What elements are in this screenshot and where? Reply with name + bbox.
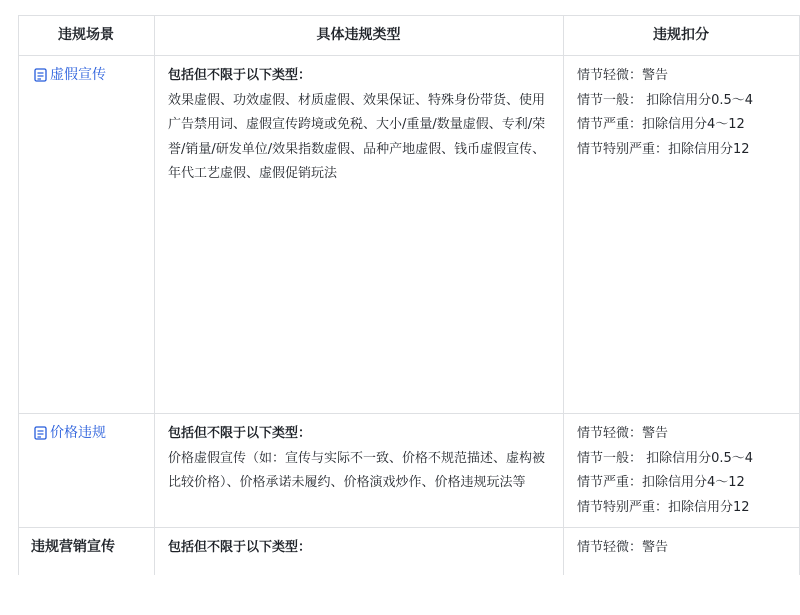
scene-label-marketing: 违规营销宣传 — [31, 539, 115, 555]
row-divider — [18, 413, 800, 414]
deduction-item: 情节轻微：警告 — [577, 426, 669, 441]
violation-types — [168, 64, 553, 187]
type-title: 包括但不限于以下类型： — [168, 540, 312, 555]
header-scene: 违规场景 — [58, 27, 114, 43]
header-divider — [18, 55, 800, 56]
deduction-item: 情节严重：扣除信用分4～12 — [577, 117, 745, 132]
deduction-item: 情节一般： 扣除信用分0.5～4 — [577, 92, 754, 108]
document-icon — [34, 426, 47, 440]
rules-table — [18, 15, 800, 615]
type-title: 包括但不限于以下类型： — [168, 68, 312, 83]
scene-link-price-violation[interactable] — [34, 423, 106, 443]
scene-label: 虚假宣传 — [50, 67, 106, 83]
table-header — [18, 15, 800, 55]
table-border-left — [18, 15, 19, 575]
deduction-item: 情节轻微：警告 — [577, 68, 669, 83]
header-deduction: 违规扣分 — [653, 27, 709, 43]
deduction-item: 情节特别严重：扣除信用分12 — [577, 141, 750, 157]
deduction-list — [577, 64, 753, 162]
deduction-item: 情节轻微：警告 — [577, 540, 669, 555]
deduction-item: 情节严重：扣除信用分4～12 — [577, 475, 745, 490]
scene-link-false-advertising[interactable] — [34, 65, 106, 85]
column-divider — [154, 15, 155, 575]
deduction-list — [577, 422, 753, 520]
document-icon — [34, 68, 47, 82]
type-body: 效果虚假、功效虚假、材质虚假、效果保证、特殊身份带货、使用广告禁用词、虚假宣传跨境或免税、大小/重量/数量虚假、专利/荣誉/销量/研发单位/效果指数虚假、品种产地虚假、钱币虚假宣传、年代工艺虚假、虚假促销玩法 — [168, 92, 546, 181]
row-divider — [18, 527, 800, 528]
scene-label: 价格违规 — [50, 425, 106, 441]
column-divider — [563, 15, 564, 575]
deduction-item: 情节一般： 扣除信用分0.5～4 — [577, 450, 754, 466]
deduction-item: 情节特别严重：扣除信用分12 — [577, 499, 750, 515]
type-body: 价格虚假宣传（如：宣传与实际不一致、价格不规范描述、虚构被比较价格）、价格承诺未履约、价格演戏炒作、价格违规玩法等 — [168, 450, 546, 490]
deduction-list — [577, 536, 668, 561]
type-title: 包括但不限于以下类型： — [168, 426, 312, 441]
violation-types — [168, 536, 553, 561]
violation-types — [168, 422, 553, 496]
header-type: 具体违规类型 — [316, 27, 401, 43]
